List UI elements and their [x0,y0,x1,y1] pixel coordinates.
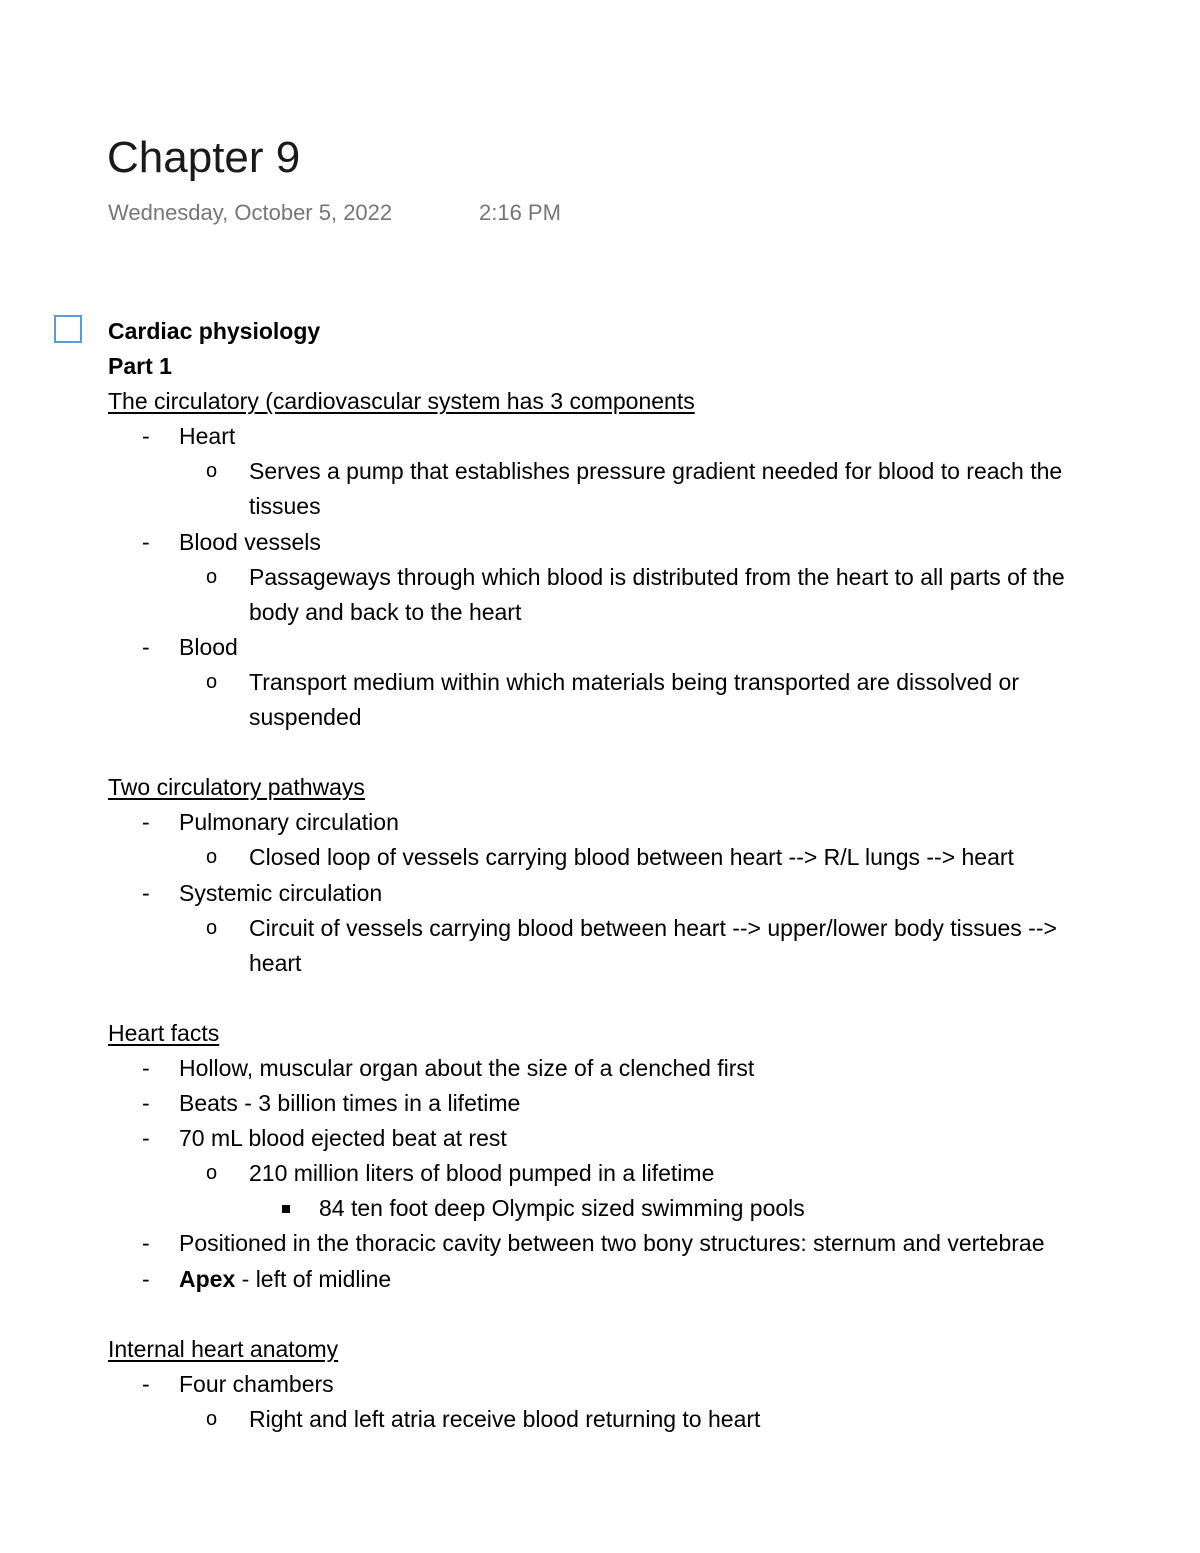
dash-bullet: - [142,1265,150,1292]
list-item: - Apex - left of midline [108,1262,1200,1297]
list-item: - Positioned in the thoracic cavity between two bony structures: sternum and vertebrae [108,1226,1200,1261]
list-item: o Passageways through which blood is distributed from the heart to all parts of the [108,560,1200,595]
list-item: o Closed loop of vessels carrying blood between heart --> R/L lungs --> heart [108,840,1200,875]
facts-heading: Heart facts [108,1019,220,1046]
list-item: o 210 million liters of blood pumped in a lifetime [108,1156,1200,1191]
note-content [108,314,1200,1437]
list-item-cont: body and back to the heart [249,598,522,625]
dash-bullet: - [142,423,150,450]
page-meta [108,198,561,228]
circle-bullet: o [206,565,218,588]
spacer [108,735,1200,770]
circulatory-heading: The circulatory (cardiovascular system has 3 components [108,388,695,415]
dash-bullet: - [142,1090,150,1117]
circle-bullet: o [206,460,218,483]
list-item-cont: heart [249,949,302,976]
list-item: - Hollow, muscular organ about the size of a clenched first [108,1051,1200,1086]
list-item: o Serves a pump that establishes pressure gradient needed for blood to reach the [108,454,1200,489]
list-item: - Systemic circulation [108,876,1200,911]
square-bullet [282,1191,290,1226]
page-time: 2:16 PM [479,200,561,225]
list-item: - Beats - 3 billion times in a lifetime [108,1086,1200,1121]
dash-bullet: - [142,633,150,660]
list-item: - Blood [108,630,1200,665]
part-label: Part 1 [108,353,172,380]
circle-bullet: o [206,1162,218,1185]
spacer [108,1297,1200,1332]
list-item-cont: tissues [249,493,321,520]
list-item: 84 ten foot deep Olympic sized swimming pools [108,1191,1200,1226]
page-date: Wednesday, October 5, 2022 [108,200,393,225]
circle-bullet: o [206,916,218,939]
list-item: - Blood vessels [108,525,1200,560]
list-item: - Pulmonary circulation [108,805,1200,840]
dash-bullet: - [142,528,150,555]
dash-bullet: - [142,1125,150,1152]
dash-bullet: - [142,809,150,836]
circle-bullet: o [206,1407,218,1430]
dash-bullet: - [142,1230,150,1257]
list-item: o Transport medium within which materials being transported are dissolved or [108,665,1200,700]
list-item: - Four chambers [108,1367,1200,1402]
section-heading: Cardiac physiology [108,318,321,344]
todo-checkbox[interactable] [54,315,82,343]
list-item-cont: suspended [249,704,362,731]
page-title: Chapter 9 [107,133,301,182]
circle-bullet: o [206,670,218,693]
circle-bullet: o [206,846,218,869]
list-item: - 70 mL blood ejected beat at rest [108,1121,1200,1156]
anatomy-heading: Internal heart anatomy [108,1335,339,1362]
list-item: o Circuit of vessels carrying blood between heart --> upper/lower body tissues --> [108,911,1200,946]
spacer [108,981,1200,1016]
dash-bullet: - [142,1054,150,1081]
list-item: - Heart [108,419,1200,454]
list-item: o Right and left atria receive blood returning to heart [108,1402,1200,1437]
pathways-heading: Two circulatory pathways [108,774,365,801]
dash-bullet: - [142,1370,150,1397]
dash-bullet: - [142,879,150,906]
